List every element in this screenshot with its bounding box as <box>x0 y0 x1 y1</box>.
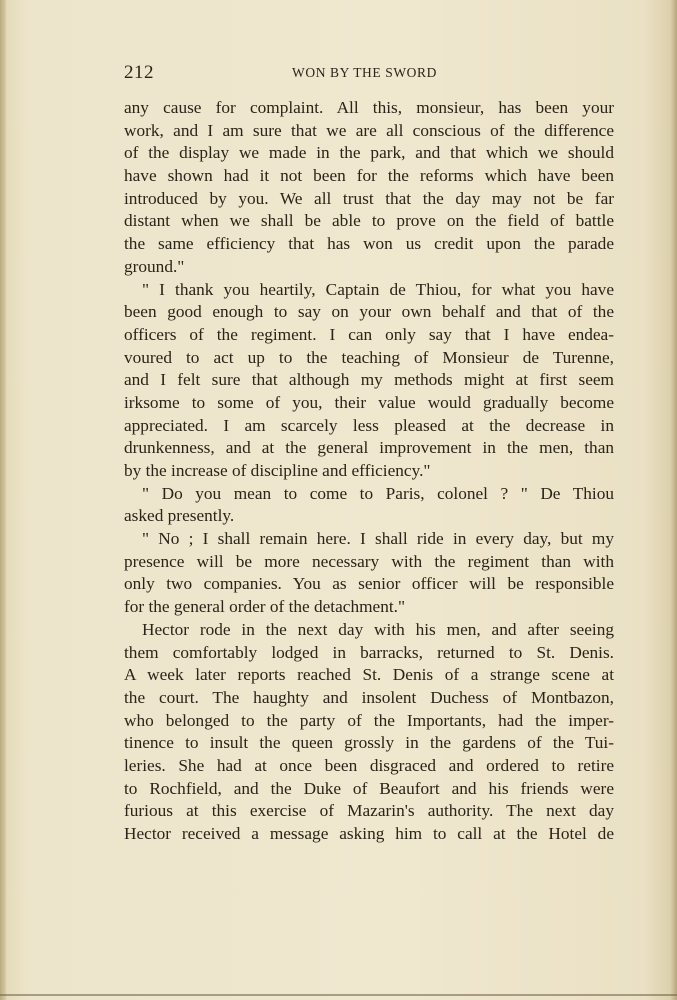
text-line: asked presently. <box>124 506 235 526</box>
text-line: drunkenness, and at the general improvement in the men, than <box>124 438 614 458</box>
text-line: who belonged to the party of the Importants, had the imper- <box>124 710 614 730</box>
text-line: irksome to some of you, their value would gradually become <box>124 392 614 412</box>
text-line: have shown had it not been for the reforms which have been <box>124 166 614 186</box>
text-line: the same efficiency that has won us credit upon the parade <box>124 234 614 254</box>
text-line: voured to act up to the teaching of Monsieur de Turenne, <box>124 347 614 367</box>
running-title: WON BY THE SWORD <box>292 65 437 80</box>
text-line: work, and I am sure that we are all conscious of the difference <box>124 120 614 140</box>
text-line: and I felt sure that although my methods might at first seem <box>124 370 614 390</box>
text-line: leries. She had at once been disgraced and ordered to retire <box>124 755 614 775</box>
text-line: " Do you mean to come to Paris, colonel ? " De Thiou <box>142 483 614 503</box>
text-line: " I thank you heartily, Captain de Thiou, for what you have <box>142 279 614 299</box>
body-text <box>124 97 614 846</box>
text-line: officers of the regiment. I can only say that I have endea- <box>124 324 614 344</box>
text-line: of the display we made in the park, and that which we should <box>124 143 614 163</box>
text-line: appreciated. I am scarcely less pleased at the decrease in <box>124 415 614 435</box>
text-line: " No ; I shall remain here. I shall ride in every day, but my <box>142 529 614 549</box>
text-line: distant when we shall be able to prove on the field of battle <box>124 211 614 231</box>
page-right-edge <box>671 0 677 1000</box>
text-line: ground." <box>124 256 185 276</box>
text-line: the court. The haughty and insolent Duchess of Montbazon, <box>124 687 614 707</box>
text-line: by the increase of discipline and efficiency." <box>124 461 431 480</box>
page-number: 212 <box>124 62 154 83</box>
text-line: them comfortably lodged in barracks, returned to St. Denis. <box>124 642 614 662</box>
text-line: Hector received a message asking him to call at the Hotel de <box>124 824 614 843</box>
text-line: tinence to insult the queen grossly in the gardens of the Tui- <box>124 733 614 753</box>
text-line: only two companies. You as senior officer will be responsible <box>124 574 614 594</box>
text-line: A week later reports reached St. Denis of a strange scene at <box>124 665 614 685</box>
text-line: any cause for complaint. All this, monsieur, has been your <box>124 98 614 117</box>
text-line: presence will be more necessary with the regiment than with <box>124 551 614 571</box>
page-left-edge <box>0 0 6 1000</box>
text-line: furious at this exercise of Mazarin's authority. The next day <box>124 801 614 821</box>
text-line: introduced by you. We all trust that the day may not be far <box>124 188 614 208</box>
text-line: to Rochfield, and the Duke of Beaufort and his friends were <box>124 778 614 798</box>
text-line: been good enough to say on your own behalf and that of the <box>124 302 614 322</box>
text-line: Hector rode in the next day with his men, and after seeing <box>142 619 614 639</box>
page-header <box>124 62 614 86</box>
page-bottom-rule <box>0 994 677 996</box>
text-line: for the general order of the detachment." <box>124 597 406 617</box>
